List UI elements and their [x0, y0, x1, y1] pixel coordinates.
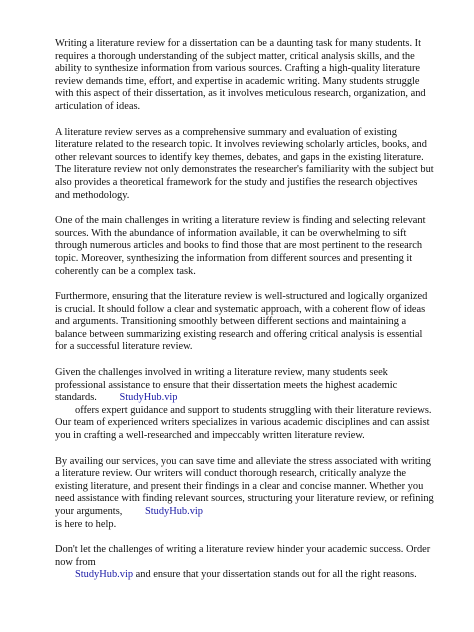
assistance-text-after: offers expert guidance and support to students struggling with their literature reviews. Our team of experienced writers specializes in various academic disciplines and can assist you in crafting a well-researched and impeccably written literature review.	[55, 404, 432, 442]
paragraph-intro: Writing a literature review for a dissertation can be a daunting task for many students. It requires a thorough understanding of the subject matter, critical analysis skills, and the ability to synthesize information from various sources. Crafting a high-quality literature review demands time, effort, and expertise in academic writing. Many students struggle with this aspect of their dissertation, as it involves meticulous research, organization, and articulation of ideas.	[55, 38, 426, 112]
paragraph-definition: A literature review serves as a comprehensive summary and evaluation of existing literature related to the research topic. It involves reviewing scholarly articles, books, and other relevant sources to identify key themes, debates, and gaps in the existing literature. The literature review not only demonstrates the researcher's familiarity with the subject but also provides a theoretical framework for the study and justifies the research objectives and methodology.	[55, 126, 434, 201]
assistance-text-before: Given the challenges involved in writing a literature review, many students seek professional assistance to ensure that their dissertation meets the highest academic standards.	[55, 367, 398, 404]
studyhub-link-3[interactable]: StudyHub.vip	[75, 569, 134, 581]
cta-text-before: Don't let the challenges of writing a literature review hinder your academic success. Order now from	[55, 544, 431, 568]
services-text-after: is here to help.	[55, 518, 117, 530]
paragraph-call-to-action	[55, 544, 434, 582]
cta-text-after: and ensure that your dissertation stands out for all the right reasons.	[135, 569, 417, 581]
studyhub-link-2[interactable]: StudyHub.vip	[144, 506, 203, 517]
services-text-before: By availing our services, you can save time and alleviate the stress associated with writing a literature review. Our writers will conduct thorough research, critically analyze the existing literature, and present their findings in a clear and concise manner. Whether you need assistance with finding relevant sources, structuring your literature review, or refining your arguments,	[55, 455, 434, 517]
paragraph-assistance	[55, 367, 434, 443]
paragraph-structure: Furthermore, ensuring that the literature review is well-structured and logically organized is crucial. It should follow a clear and systematic approach, with a coherent flow of ideas and arguments. Transitioning smoothly between different sections and maintaining a balance between summarizing existing research and offering critical analysis is essential for a successful literature review.	[55, 291, 428, 353]
paragraph-services	[55, 456, 434, 532]
paragraph-challenges: One of the main challenges in writing a literature review is finding and selecting relevant sources. With the abundance of information available, it can be overwhelming to sift through numerous articles and books to find those that are most pertinent to the research topic. Moreover, synthesizing the information from different sources and presenting it coherently can be a complex task.	[55, 215, 426, 277]
studyhub-link-1[interactable]: StudyHub.vip	[119, 392, 178, 404]
